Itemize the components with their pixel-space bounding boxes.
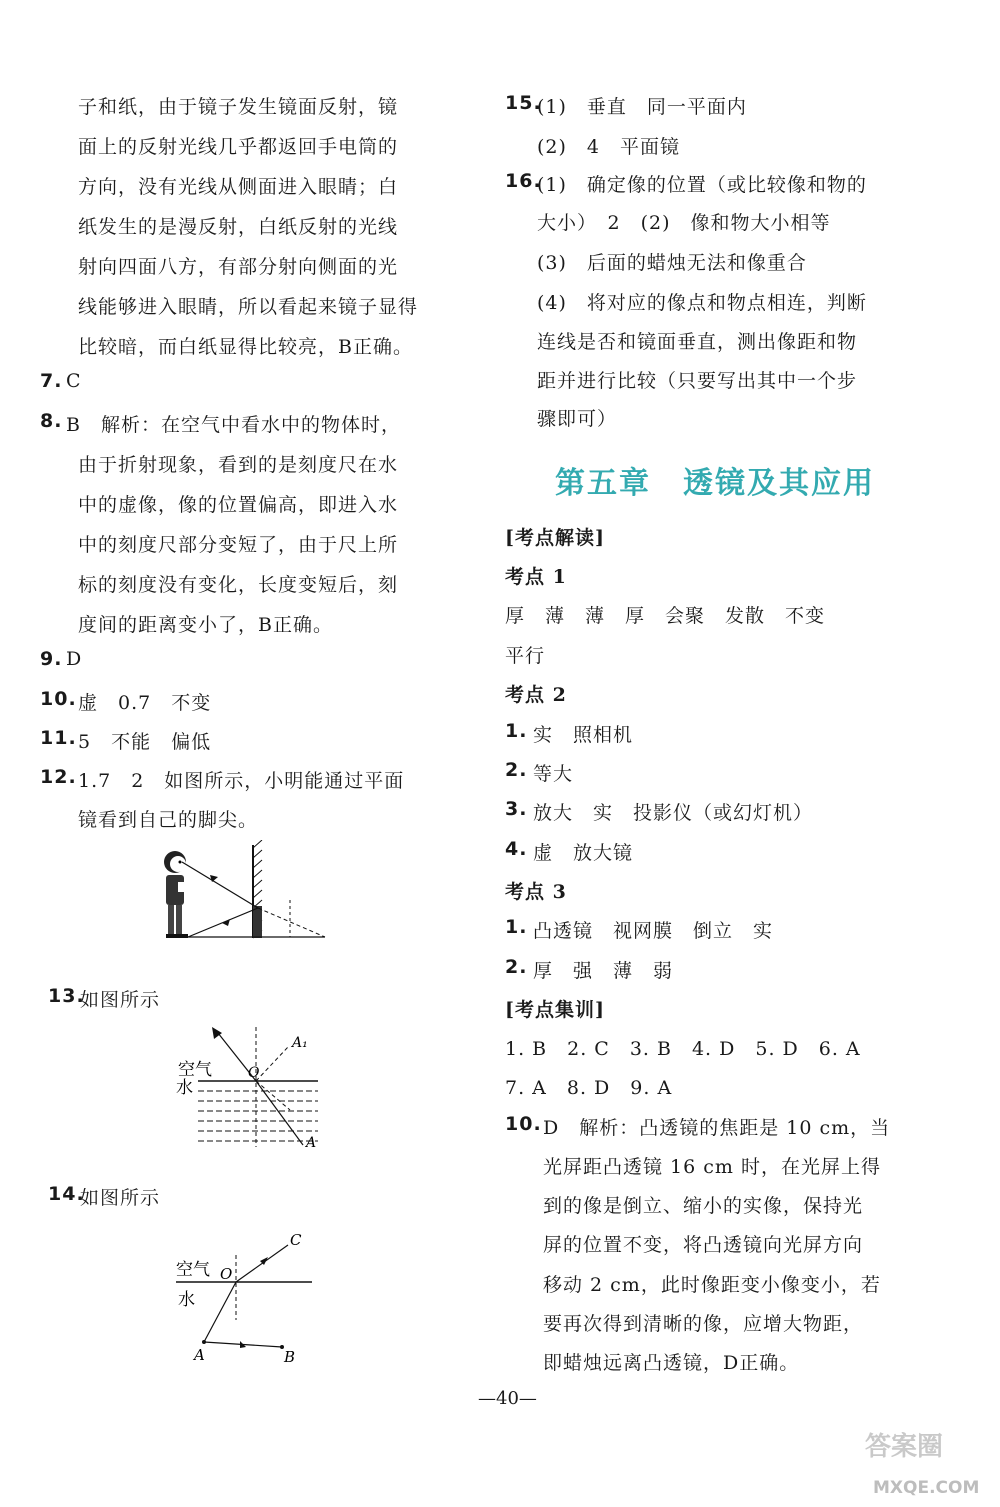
question-number: 8. [40,410,63,432]
text-line: 比较暗，而白纸显得比较亮，B正确。 [78,336,413,358]
point-a-label: A [194,1346,205,1364]
question-number: 14. [48,1183,85,1205]
question-number: 15. [505,92,542,114]
answer-text: 实 照相机 [533,724,634,746]
point-a [202,1340,206,1344]
text-line: 光屏距凸透镜 16 cm 时，在光屏上得 [543,1156,881,1178]
topic-heading: 考点 2 [505,684,567,706]
text-line: 由于折射现象，看到的是刻度尺在水 [78,454,399,476]
text-line: 镜看到自己的脚尖。 [78,809,259,831]
text-line: (3) 后面的蜡烛无法和像重合 [537,252,807,274]
text-line: 中的刻度尺部分变短了，由于尺上所 [78,534,399,556]
section-heading: [考点解读] [505,527,605,549]
mirror-dark-part [253,906,262,938]
text-line: 射向四面八方，有部分射向侧面的光 [78,256,399,278]
text-line: 大小） 2 (2) 像和物大小相等 [537,212,831,234]
water-label: 水 [176,1078,193,1098]
page-number: —40— [478,1388,537,1409]
chapter-title: 第五章 透镜及其应用 [555,466,875,501]
boy-leg [176,905,182,935]
text-line: 方向，没有光线从侧面进入眼睛；白 [78,176,399,198]
water-hatching [198,1091,318,1141]
text-line: 子和纸，由于镜子发生镜面反射，镜 [78,96,399,118]
boy-shoe [166,934,176,938]
answer-text: D [66,648,83,670]
question-number: 13. [48,985,85,1007]
point-c-label: C [290,1231,302,1249]
point-o-label: O [220,1265,233,1283]
answer-text: 凸透镜 视网膜 倒立 实 [533,920,774,942]
text-line: 距并进行比较（只要写出其中一个步 [537,370,858,392]
section-heading: [考点集训] [505,999,605,1021]
answer-text: C [66,370,82,392]
topic-heading: 考点 3 [505,881,567,903]
text-line: 中的虚像，像的位置偏高，即进入水 [78,494,399,516]
air-label: 空气 [176,1260,210,1280]
answer-text: 1.7 2 如图所示，小明能通过平面 [78,770,405,792]
boy-shoe [176,934,188,938]
text-line: 面上的反射光线几乎都返回手电筒的 [78,136,399,158]
mirror-reflection-figure [150,840,335,945]
boy-eye [179,861,182,864]
answer-text: 放大 实 投影仪（或幻灯机） [533,802,814,824]
question-number: 10. [505,1113,542,1135]
item-number: 2. [505,956,528,978]
question-number: 12. [40,766,77,788]
answer-row: 7. A 8. D 9. A [505,1077,673,1099]
question-number: 16. [505,170,542,192]
eye-icon [212,1027,222,1039]
virtual-ray [256,1047,288,1081]
text-line: 连线是否和镜面垂直，测出像距和物 [537,331,858,353]
text-line: (4) 将对应的像点和物点相连，判断 [537,292,867,314]
answer-row: 1. B 2. C 3. B 4. D 5. D 6. A [505,1038,861,1060]
answer-text: B 解析：在空气中看水中的物体时， [66,414,401,436]
virtual-ray [258,908,325,937]
ray-arrow [222,919,230,926]
answer-text: 如图所示 [80,1187,161,1209]
item-number: 4. [505,838,528,860]
text-line: 度间的距离变小了，B正确。 [78,614,333,636]
answer-text: 平行 [505,645,546,667]
answer-text: (1) 确定像的位置（或比较像和物的 [537,174,867,196]
point-b-label: B [284,1348,296,1365]
reflected-up-ray [204,1282,236,1342]
image-ray [256,1081,290,1110]
boy-face [170,856,186,872]
text-line: 线能够进入眼睛，所以看起来镜子显得 [78,296,419,318]
text-line: 骤即可） [537,408,618,430]
reflected-ray [182,862,258,908]
text-line: 要再次得到清晰的像，应增大物距， [543,1313,864,1335]
refraction-figure-14 [170,1225,320,1365]
answer-text: (2) 4 平面镜 [537,136,681,158]
text-line: 标的刻度没有变化，长度变短后，刻 [78,574,399,596]
boy-arm [178,882,184,892]
answer-text: 厚 强 薄 弱 [533,960,674,982]
refracted-ray [236,1245,288,1282]
answer-text: 虚 0.7 不变 [78,692,212,714]
item-number: 3. [505,798,528,820]
point-a1-label: A₁ [292,1035,308,1051]
item-number: 2. [505,759,528,781]
answer-text: 厚 薄 薄 厚 会聚 发散 不变 [505,605,826,627]
answer-text: 5 不能 偏低 [78,731,212,753]
text-line: 屏的位置不变，将凸透镜向光屏方向 [543,1234,864,1256]
topic-heading: 考点 1 [505,566,567,588]
answer-text: (1) 垂直 同一平面内 [537,96,747,118]
watermark-url: MXQE.COM [873,1478,980,1498]
answer-text: 等大 [533,763,574,785]
refraction-figure-13 [168,1025,328,1150]
text-line: 到的像是倒立、缩小的实像，保持光 [543,1195,864,1217]
watermark-logo [855,1415,995,1503]
point-a-label: A [306,1135,317,1150]
question-number: 7. [40,370,63,392]
text-line: 纸发生的是漫反射，白纸反射的光线 [78,216,399,238]
question-number: 11. [40,727,77,749]
answer-text: 虚 放大镜 [533,842,634,864]
text-line: 移动 2 cm，此时像距变小像变小，若 [543,1274,881,1296]
boy-leg [168,905,174,935]
answer-text: D 解析：凸透镜的焦距是 10 cm，当 [543,1117,891,1139]
question-number: 10. [40,688,77,710]
answer-text: 如图所示 [80,989,161,1011]
item-number: 1. [505,720,528,742]
water-label: 水 [178,1290,195,1310]
watermark-text: 答案圈 [865,1432,944,1462]
air-label: 空气 [178,1060,212,1080]
question-number: 9. [40,648,63,670]
item-number: 1. [505,916,528,938]
point-o-label: O [248,1065,260,1081]
text-line: 即蜡烛远离凸透镜，D正确。 [543,1352,800,1374]
